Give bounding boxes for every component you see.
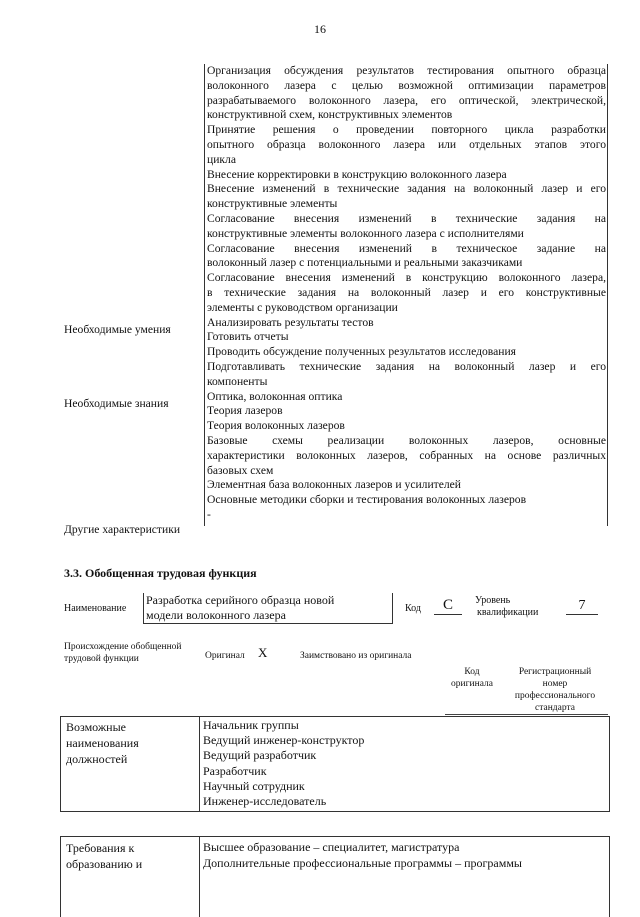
original-label: Оригинал [205,651,245,661]
original-mark: X [258,645,268,660]
activity-line: Принятие решения о проведении повторного цикла разработки [207,123,606,137]
code-original-line-1: Код [464,667,480,677]
requirement-item: Дополнительные профессиональные программы – программы [203,856,522,870]
activity-line: Подготавливать технические задания на волоконный лазер и его [207,359,606,373]
name-value-line-1: Разработка серийного образца новой [146,593,335,607]
positions-label-line: Возможные [66,720,126,734]
name-value [143,593,393,624]
activity-line: опытного образца волоконного лазера или отдельных этапов этого [207,137,606,151]
position-item: Начальник группы [203,718,299,732]
registration-line-4: стандарта [535,703,575,713]
level-label-line-2: квалификации [477,607,539,618]
origin-label-line-2: трудовой функции [64,653,139,664]
position-item: Научный сотрудник [203,778,305,793]
positions-label-line: наименования [66,736,139,750]
activity-line: Теория лазеров [207,404,283,418]
activity-line: Внесение изменений в технические задания на волоконный лазер и его [207,182,606,196]
activity-line: Согласование внесения изменений в техническое задание на [207,241,606,255]
code-value: C [434,597,462,615]
activity-line: Готовить отчеты [207,330,289,344]
position-item: Разработчик [203,763,267,778]
borrowed-label: Заимствовано из оригинала [300,651,412,661]
registration-line-2: номер [542,679,568,689]
activity-line: элементы с руководством организации [207,300,398,314]
registration-number-label [505,666,605,714]
registration-line-1: Регистрационный [518,667,592,677]
page-number: 16 [314,22,326,36]
activity-line: Теория волоконных лазеров [207,419,345,433]
positions-label-line: должностей [66,752,128,766]
positions-table [60,716,610,812]
requirements-list [203,839,522,871]
section-title: 3.3. Обобщенная трудовая функция [64,566,257,580]
activity-line: Согласование внесения изменений в конструкцию волоконного лазера, [207,271,606,285]
position-item: Ведущий инженер-конструктор [203,733,365,748]
name-value-line-2: модели волоконного лазера [146,608,286,622]
activity-line: в технические задания на волоконный лазер и его конструктивные [207,285,606,299]
activity-line: Анализировать результаты тестов [207,315,374,329]
origin-label [64,642,182,665]
origin-label-line-1: Происхождение обобщенной [64,642,182,652]
code-original-line-2: оригинала [451,679,493,689]
position-item: Ведущий разработчик [203,748,317,763]
activity-line: Базовые схемы реализации волоконных лазеров, основные [207,433,606,447]
table-right-border [607,64,608,526]
positions-column-divider [199,717,200,811]
activity-line: Основные методики сборки и тестирования волоконных лазеров [207,493,527,507]
activity-line: конструктивные элементы [207,197,338,211]
activity-line: - [207,507,211,521]
position-item: Инженер-исследователь [203,794,327,809]
activity-line: разрабатываемого волоконного лазера, его оптической, электрической, [207,93,606,107]
activity-line: Оптика, волоконная оптика [207,389,343,403]
table-left-border [204,64,205,526]
activity-line: Элементная база волоконных лазеров и усилителей [207,478,462,492]
activity-line: Проводить обсуждение полученных результатов исследования [207,345,516,359]
knowledge-label: Необходимые знания [64,397,169,410]
name-label: Наименование [64,603,127,614]
level-label [475,595,538,619]
origin-row-divider [445,714,608,715]
activity-line: цикла [207,152,236,166]
positions-list [203,718,364,809]
code-original-label [446,666,498,690]
activity-line: базовых схем [207,463,274,477]
activity-line: компоненты [207,374,268,388]
requirement-item: Высшее образование – специалитет, магистратура [203,840,460,854]
activity-line: характеристики волоконных лазеров, собранных на основе различных [207,448,606,462]
code-label: Код [405,603,421,614]
activity-line: Внесение корректировки в конструкцию волоконного лазера [207,167,507,181]
level-value: 7 [566,598,598,615]
activity-line: Согласование внесения изменений в технические задания на [207,211,606,225]
activity-line: волоконный лазер с потенциальными и реальными заказчиками [207,256,523,270]
activity-line: конструктивные элементы волоконного лазера с исполнителями [207,226,524,240]
positions-label [66,719,139,767]
registration-line-3: профессионального [514,691,596,701]
requirements-label-line: образованию и [66,857,143,871]
skills-label: Необходимые умения [64,323,171,336]
activity-line: Организация обсуждения результатов тестирования опытного образца [207,64,606,77]
activity-line: волоконного лазера с целью возможной оптимизации параметров [207,78,606,92]
requirements-column-divider [199,837,200,917]
other-characteristics-label: Другие характеристики [64,523,181,536]
level-label-line-1: Уровень [475,595,511,606]
activity-line: конструктивной схем, конструктивных элементов [207,108,453,122]
activity-list [207,64,606,523]
requirements-label-line: Требования к [66,841,135,855]
requirements-label [66,840,142,872]
